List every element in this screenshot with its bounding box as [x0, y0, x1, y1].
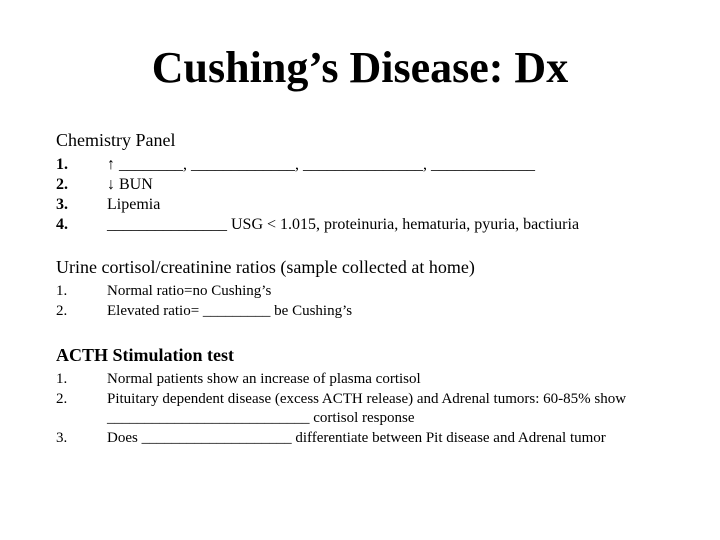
- list-item: [56, 155, 666, 175]
- list-number: 1.: [56, 283, 68, 299]
- list-item: [56, 282, 666, 302]
- list-text: Lipemia: [107, 196, 161, 213]
- list-number: 3.: [56, 429, 68, 446]
- list-item: [56, 390, 666, 429]
- list-number: 1.: [56, 156, 68, 173]
- urine-ratio-section: [56, 256, 666, 321]
- acth-stimulation-list: [56, 370, 666, 448]
- list-number: 2.: [56, 302, 68, 319]
- list-number: 4.: [56, 216, 68, 233]
- list-item: [56, 175, 666, 195]
- list-text: Pituitary dependent disease (excess ACTH release) and Adrenal tumors: 60-85% show ___________________________ cortisol response: [107, 390, 627, 426]
- list-item: [56, 195, 666, 215]
- list-number: 2.: [56, 176, 68, 193]
- list-item: [56, 429, 666, 449]
- slide-title: Cushing’s Disease: Dx: [151, 43, 569, 92]
- chemistry-panel-list: [56, 155, 666, 235]
- list-text: ↑ ________, _____________, _______________, _____________: [107, 156, 535, 173]
- list-text: Normal patients show an increase of plasma cortisol: [107, 371, 421, 387]
- list-item: [56, 302, 666, 322]
- list-text: Does ____________________ differentiate between Pit disease and Adrenal tumor: [107, 429, 606, 446]
- list-number: 3.: [56, 196, 68, 213]
- list-text: _______________ USG < 1.015, proteinuria, hematuria, pyuria, bactiuria: [107, 216, 580, 233]
- urine-ratio-list: [56, 282, 666, 321]
- list-text: Elevated ratio= _________ be Cushing’s: [107, 302, 353, 319]
- urine-ratio-heading: Urine cortisol/creatinine ratios (sample collected at home): [56, 257, 475, 277]
- acth-stimulation-section: [56, 344, 666, 448]
- list-text: Normal ratio=no Cushing’s: [107, 283, 272, 299]
- list-item: [56, 215, 666, 235]
- list-item: [56, 370, 666, 390]
- chemistry-panel-section: [56, 129, 666, 235]
- list-text: ↓ BUN: [107, 176, 153, 193]
- acth-stimulation-heading: ACTH Stimulation test: [56, 345, 235, 365]
- list-number: 1.: [56, 371, 68, 387]
- chemistry-panel-heading: Chemistry Panel: [56, 130, 176, 150]
- list-number: 2.: [56, 390, 68, 407]
